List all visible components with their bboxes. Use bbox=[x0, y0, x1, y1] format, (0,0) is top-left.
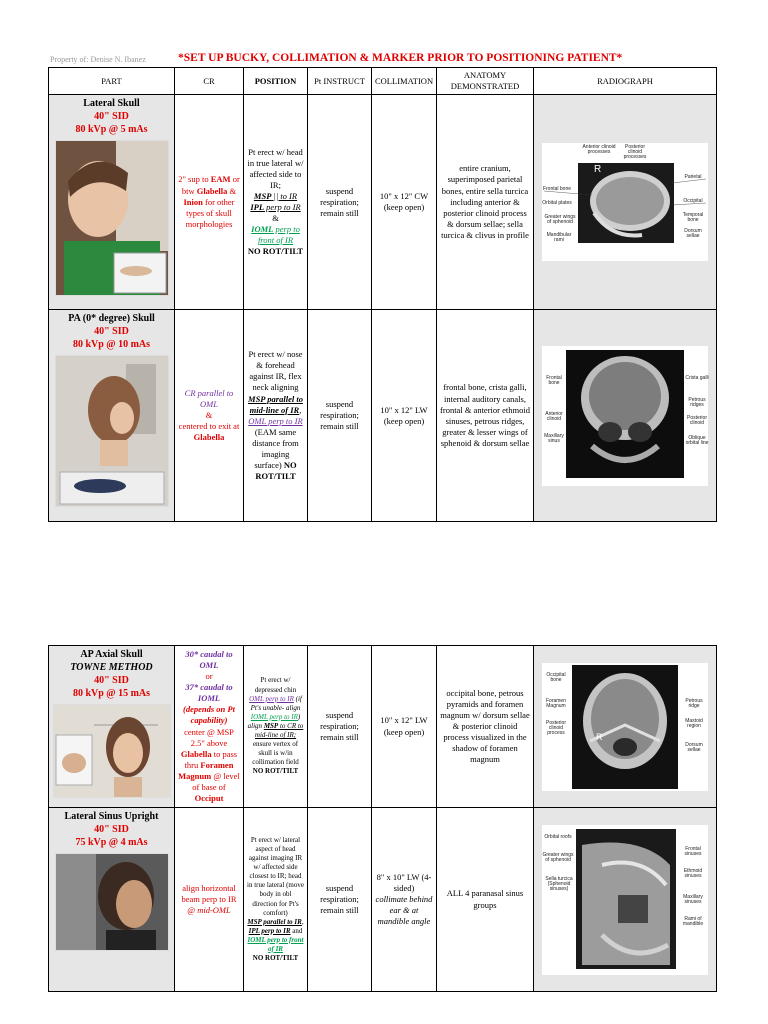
col-radiograph: RADIOGRAPH bbox=[534, 68, 717, 95]
position-cell: Pt erect w/ head in true lateral w/ affected side to IR; MSP || to IR IPL perp to IR & IOML perp to front of IR NO ROT/TILT bbox=[244, 95, 308, 310]
part-cell bbox=[49, 646, 175, 808]
pa-skull-photo-illustration bbox=[56, 356, 168, 506]
col-part: PART bbox=[49, 68, 175, 95]
sid: 40" SID bbox=[94, 326, 129, 338]
patient-photo bbox=[55, 853, 169, 951]
patient-photo bbox=[55, 140, 169, 296]
part-cell bbox=[49, 310, 175, 522]
positioning-table-bottom bbox=[48, 645, 717, 992]
part-cell bbox=[49, 808, 175, 992]
collimation-cell: 8" x 10" LW (4-sided) collimate behind ear & at mandible angle bbox=[372, 808, 437, 992]
setup-banner: *SET UP BUCKY, COLLIMATION & MARKER PRIOR TO POSITIONING PATIENT* bbox=[178, 52, 623, 64]
col-instruct: Pt INSTRUCT bbox=[308, 68, 372, 95]
mid-oml-term: mid-OML bbox=[197, 905, 231, 916]
side-marker: R bbox=[594, 164, 602, 176]
radiograph-cell bbox=[534, 808, 717, 992]
anatomy-cell: occipital bone, petrous pyramids and foramen magnum w/ dorsum sellae & posterior clinoid process visualized in the shadow of foramen magnum bbox=[437, 646, 534, 808]
collimation-cell: 10" x 12" CW (keep open) bbox=[372, 95, 437, 310]
lateral-skull-radiograph: R Frontal bone Orbital plates Greater wings of sphenoid Mandibular rami Anterior clinoid processes Posterior clinoid processes Parietal Occipital Temporal bone Dorsum sellae bbox=[542, 143, 708, 261]
kvp-mas: 75 kVp @ 4 mAs bbox=[75, 837, 148, 848]
no-rot-tilt: NO ROT/TILT bbox=[255, 459, 297, 481]
anatomy-cell: entire cranium, superimposed parietal bones, entire sella turcica including anterior & posterior clinoid process & dorsum sellae; sella turcica & clivus in profile bbox=[437, 95, 534, 310]
radiograph-cell bbox=[534, 646, 717, 808]
col-collimation: COLLIMATION bbox=[372, 68, 437, 95]
position-cell: Pt erect w/ nose & forehead against IR, flex neck aligning MSP parallel to mid-line of IR, OML perp to IR (EAM same distance from imaging surface) NO ROT/TILT bbox=[244, 310, 308, 522]
row-lateral-sinus bbox=[49, 808, 717, 992]
sid: 40" SID bbox=[94, 824, 129, 835]
col-cr: CR bbox=[175, 68, 244, 95]
sid: 40" SID bbox=[94, 111, 129, 123]
header-row bbox=[49, 68, 717, 95]
anatomy-cell: ALL 4 paranasal sinus groups bbox=[437, 808, 534, 992]
eam-term: EAM bbox=[210, 174, 231, 185]
collimation-cell: 10" x 12" LW (keep open) bbox=[372, 646, 437, 808]
col-anatomy: ANATOMY DEMONSTRATED bbox=[437, 68, 534, 95]
cr-cell: 30* caudal to OML or 37* caudal to IOML (depends on Pt capability) center @ MSP 2.5" above Glabella to pass thru Foramen Magnum @ level of base of Occiput bbox=[175, 646, 244, 808]
cr-cell: 2" sup to EAM or btw Glabella & Inion for other types of skull morphologies bbox=[175, 95, 244, 310]
part-title: Lateral Skull bbox=[83, 98, 140, 110]
position-cell: Pt erect w/ lateral aspect of head against imaging IR w/ affected side closest to IR; head in true lateral (move body in obl direction for Pt's comfort) MSP parallel to IR, IPL perp to IR and IOML perp to front of IR NO ROT/TILT bbox=[244, 808, 308, 992]
position-cell: Pt erect w/ depressed chin OML perp to IR (if Pt's unable- align IOML perp to IR) align MSP to CR to mid-line of IR; ensure vertex of skull is w/in collimation field NO ROT/TILT bbox=[244, 646, 308, 808]
part-cell bbox=[49, 95, 175, 310]
towne-radiograph: R Occipital bone Foramen Magnum Posterior clinoid process Petrous ridge Mastoid region Dorsum sellae bbox=[542, 663, 708, 791]
instruct-cell: suspend respiration; remain still bbox=[308, 310, 372, 522]
cr-cell: CR parallel to OML & centered to exit at Glabella bbox=[175, 310, 244, 522]
row-ap-axial-skull bbox=[49, 646, 717, 808]
instruct-cell: suspend respiration; remain still bbox=[308, 808, 372, 992]
lateral-skull-photo-illustration bbox=[56, 141, 168, 295]
part-title: Lateral Sinus Upright bbox=[64, 811, 159, 822]
towne-photo-illustration bbox=[54, 705, 170, 797]
method-name: TOWNE METHOD bbox=[70, 662, 153, 673]
instruct-cell: suspend respiration; remain still bbox=[308, 95, 372, 310]
patient-photo bbox=[55, 355, 169, 507]
glabella-term: Glabella bbox=[196, 185, 228, 196]
side-marker: R bbox=[596, 731, 603, 742]
inion-term: Inion bbox=[183, 196, 203, 207]
kvp-mas: 80 kVp @ 10 mAs bbox=[72, 339, 151, 351]
row-pa-skull bbox=[49, 310, 717, 522]
no-rot-tilt: NO ROT/TILT bbox=[252, 767, 299, 776]
no-rot-tilt: NO ROT/TILT bbox=[247, 246, 304, 257]
sid: 40" SID bbox=[94, 675, 129, 686]
glabella-term: Glabella bbox=[193, 432, 225, 443]
property-note: Property of: Denise N. Ibanez bbox=[50, 55, 146, 64]
radiograph-cell bbox=[534, 310, 717, 522]
sinus-radiograph: Orbital roofs Greater wings of sphenoid Sella turcica (Sphenoid sinuses) Frontal sinuses Ethmoid sinuses Maxillary sinuses Rami of mandible bbox=[542, 825, 708, 975]
cr-cell: align horizontal beam perp to IR @ mid-OML bbox=[175, 808, 244, 992]
lateral-sinus-photo-illustration bbox=[56, 854, 168, 950]
row-lateral-skull bbox=[49, 95, 717, 310]
anatomy-cell: frontal bone, crista galli, internal auditory canals, frontal & anterior ethmoid sinuses, petrous ridges, greater & lesser wings of sphenoid & dorsum sellae bbox=[437, 310, 534, 522]
kvp-mas: 80 kVp @ 5 mAs bbox=[75, 124, 148, 136]
collimation-cell: 10" x 12" LW (keep open) bbox=[372, 310, 437, 522]
radiograph-cell bbox=[534, 95, 717, 310]
part-title: PA (0* degree) Skull bbox=[68, 313, 155, 325]
col-position: POSITION bbox=[244, 68, 308, 95]
patient-photo bbox=[53, 704, 171, 798]
part-title: AP Axial Skull bbox=[80, 649, 143, 660]
no-rot-tilt: NO ROT/TILT bbox=[252, 954, 299, 963]
instruct-cell: suspend respiration; remain still bbox=[308, 646, 372, 808]
pa-skull-radiograph: Frontal bone Anterior clinoid Maxillary sinus Crista galli Petrous ridges Posterior clinoid Oblique orbital line bbox=[542, 346, 708, 486]
positioning-table-top bbox=[48, 67, 717, 522]
kvp-mas: 80 kVp @ 15 mAs bbox=[72, 688, 151, 699]
